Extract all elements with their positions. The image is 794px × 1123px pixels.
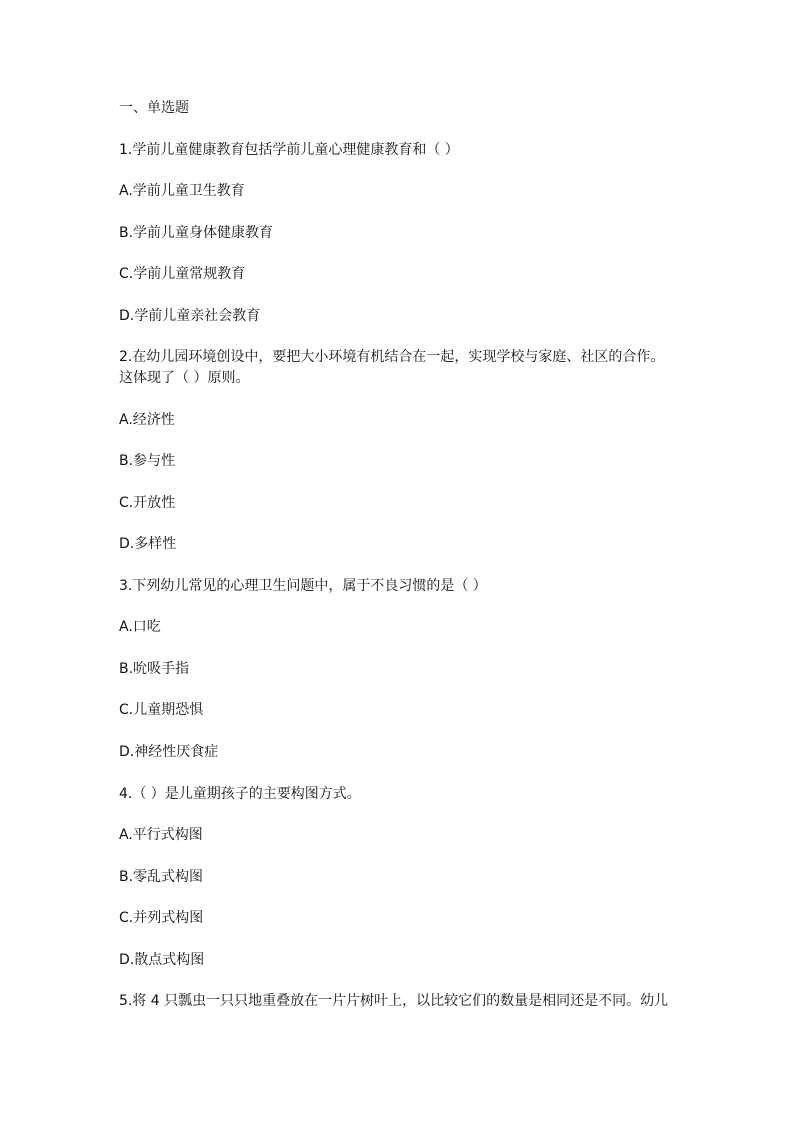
question-1-stem: 1.学前儿童健康教育包括学前儿童心理健康教育和（ ）: [119, 142, 459, 158]
question-4-option-c: C.并列式构图: [119, 910, 204, 926]
question-2-stem-line-1: 2.在幼儿园环境创设中，要把大小环境有机结合在一起，实现学校与家庭、社区的合作。: [119, 349, 665, 365]
question-4-option-b: B.零乱式构图: [119, 869, 204, 885]
question-2-stem-line-2: 这体现了（ ）原则。: [119, 370, 250, 386]
question-2-option-b: B.参与性: [119, 453, 176, 469]
question-1-option-a: A.学前儿童卫生教育: [119, 183, 245, 199]
question-4-option-d: D.散点式构图: [119, 952, 205, 968]
question-1-option-c: C.学前儿童常规教育: [119, 266, 246, 282]
question-4-option-a: A.平行式构图: [119, 827, 203, 843]
question-1-option-d: D.学前儿童亲社会教育: [119, 308, 261, 324]
question-2-option-c: C.开放性: [119, 495, 176, 511]
question-3-option-b: B.吮吸手指: [119, 661, 190, 677]
question-2-option-a: A.经济性: [119, 412, 175, 428]
question-3-option-d: D.神经性厌食症: [119, 744, 219, 760]
question-5-stem: 5.将 4 只瓢虫一只只地重叠放在一片片树叶上，以比较它们的数量是相同还是不同。幼儿: [119, 993, 669, 1009]
question-1-option-b: B.学前儿童身体健康教育: [119, 225, 274, 241]
question-3-option-c: C.儿童期恐惧: [119, 702, 204, 718]
question-2-option-d: D.多样性: [119, 536, 177, 552]
section-title: 一、单选题: [119, 100, 189, 116]
question-3-stem: 3.下列幼儿常见的心理卫生问题中，属于不良习惯的是（ ）: [119, 578, 487, 594]
question-3-option-a: A.口吃: [119, 619, 161, 635]
question-4-stem: 4.（ ）是儿童期孩子的主要构图方式。: [119, 786, 361, 802]
